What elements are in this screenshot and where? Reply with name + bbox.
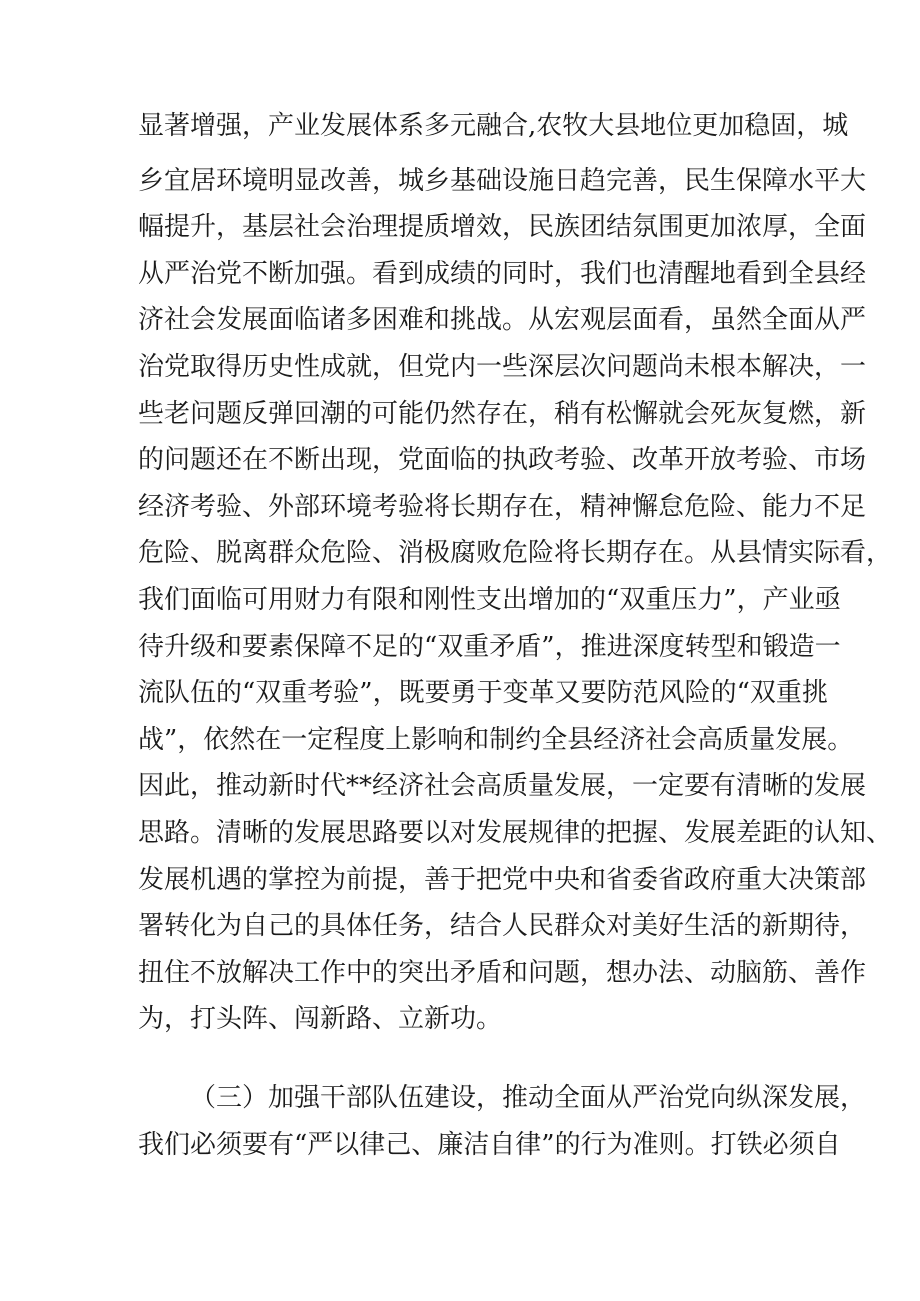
text-line: 待升级和要素保障不足的“双重矛盾”，推进深度转型和锻造一 bbox=[138, 632, 841, 662]
text-line: 思路。清晰的发展思路要以对发展规律的把握、发展差距的认知、 bbox=[138, 818, 893, 848]
text-line: 我们面临可用财力有限和刚性支出增加的“双重压力”，产业亟 bbox=[138, 585, 841, 615]
text-line: 战”，依然在一定程度上影响和制约全县经济社会高质量发展。 bbox=[138, 725, 854, 755]
text-line: 些老问题反弹回潮的可能仍然存在，稍有松懈就会死灰复燃，新 bbox=[138, 399, 867, 429]
text-line: 显著增强，产业发展体系多元融合,农牧大县地位更加稳固，城 bbox=[138, 111, 849, 141]
text-line: 幅提升，基层社会治理提质增效，民族团结氛围更加浓厚，全面 bbox=[138, 212, 867, 242]
text-line: 经济考验、外部环境考验将长期存在，精神懈怠危险、能力不足 bbox=[138, 492, 867, 522]
text-line: 乡宜居环境明显改善，城乡基础设施日趋完善，民生保障水平大 bbox=[138, 166, 867, 196]
text-line: 署转化为自己的具体任务，结合人民群众对美好生活的新期待， bbox=[138, 911, 867, 941]
text-line: 治党取得历史性成就，但党内一些深层次问题尚未根本解决，一 bbox=[138, 352, 867, 382]
text-line: 的问题还在不断出现，党面临的执政考验、改革开放考验、市场 bbox=[138, 445, 867, 475]
text-line: 我们必须要有“严以律己、廉洁自律”的行为准则。打铁必须自 bbox=[138, 1130, 841, 1160]
text-line: 扭住不放解决工作中的突出矛盾和问题，想办法、动脑筋、善作 bbox=[138, 958, 867, 988]
section-heading-line: （三）加强干部队伍建设，推动全面从严治党向纵深发展， bbox=[190, 1083, 867, 1113]
text-line: 济社会发展面临诸多困难和挑战。从宏观层面看，虽然全面从严 bbox=[138, 305, 867, 335]
text-line: 发展机遇的掌控为前提，善于把党中央和省委省政府重大决策部 bbox=[138, 865, 867, 895]
text-line: 为，打头阵、闯新路、立新功。 bbox=[138, 1004, 503, 1034]
text-line: 因此，推动新时代**经济社会高质量发展，一定要有清晰的发展 bbox=[138, 771, 867, 801]
text-line: 危险、脱离群众危险、消极腐败危险将长期存在。从县情实际看， bbox=[138, 538, 893, 568]
text-line: 从严治党不断加强。看到成绩的同时，我们也清醒地看到全县经 bbox=[138, 259, 867, 289]
text-line: 流队伍的“双重考验”，既要勇于变革又要防范风险的“双重挑 bbox=[138, 678, 828, 708]
